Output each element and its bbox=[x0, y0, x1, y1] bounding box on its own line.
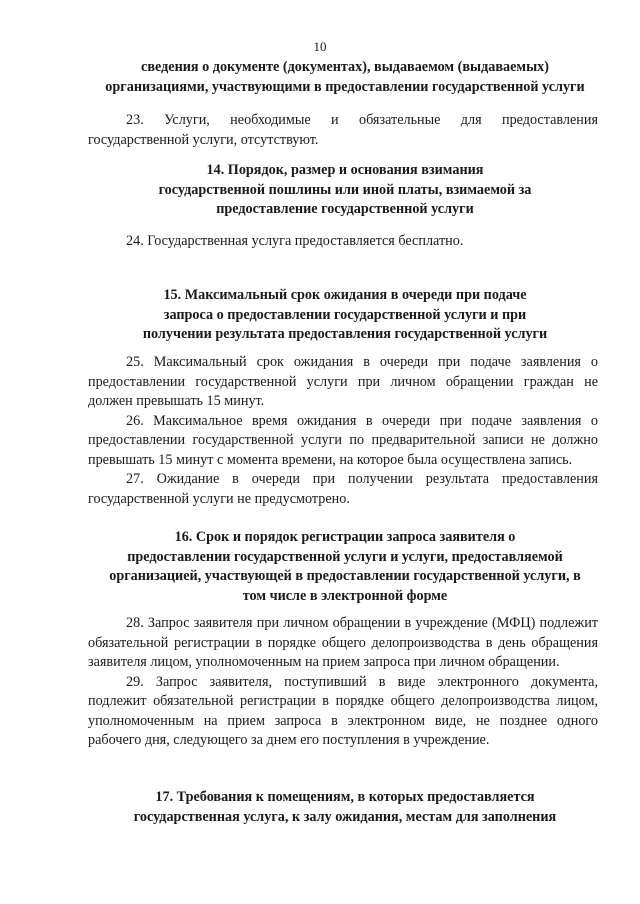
paragraph-24: 24. Государственная услуга предоставляется бесплатно. bbox=[126, 233, 464, 249]
heading-line: организацией, участвующей в предоставлении государственной услуги, в bbox=[109, 568, 581, 584]
heading-line: 14. Порядок, размер и основания взимания bbox=[206, 162, 484, 178]
page-number: 10 bbox=[313, 39, 327, 54]
heading-line: том числе в электронной форме bbox=[242, 587, 448, 604]
heading-line: 17. Требования к помещениям, в которых предоставляется bbox=[155, 789, 535, 805]
paragraph-28: 28. Запрос заявителя при личном обращении в учреждение (МФЦ) подлежит обязательной регистрации в порядке общего делопроизводства в день обращения заявителя лицом, уполномоченным на прием запроса при личном обращении. bbox=[88, 615, 598, 670]
heading-line: запроса о предоставлении государственной услуги и при bbox=[163, 306, 527, 323]
heading-line: сведения о документе (документах), выдаваемом (выдаваемых) bbox=[141, 59, 549, 75]
heading-line: предоставлении государственной услуги и услуги, предоставляемой bbox=[127, 548, 563, 565]
paragraph-25: 25. Максимальный срок ожидания в очереди при подаче заявления о предоставлении государственной услуги при личном обращении граждан не должен превышать 15 минут. bbox=[88, 354, 598, 409]
paragraph-29: 29. Запрос заявителя, поступивший в виде электронного документа, подлежит обязательной регистрации в порядке общего делопроизводства лицом, уполномоченным на прием запроса в электронном виде, не позднее одного рабочего дня, следующего за днем его поступления в учреждение. bbox=[88, 673, 598, 748]
section-15-heading bbox=[88, 286, 602, 345]
heading-line: получении результата предоставления государственной услуги bbox=[142, 326, 548, 342]
paragraph-27: 27. Ожидание в очереди при получении результата предоставления государственной услуги не предусмотрено. bbox=[88, 471, 598, 507]
paragraph-24-block bbox=[88, 232, 598, 252]
paragraphs-28-29-block bbox=[88, 614, 598, 751]
heading-line: предоставление государственной услуги bbox=[216, 201, 474, 217]
paragraph-26: 26. Максимальное время ожидания в очереди при подаче заявления о предоставлении государственной услуги по предварительной записи не должно превышать 15 минут с момента времени, на которое была осуществлена запись. bbox=[88, 412, 598, 468]
heading-line: 15. Максимальный срок ожидания в очереди при подаче bbox=[163, 287, 527, 303]
heading-line: 16. Срок и порядок регистрации запроса заявителя о bbox=[174, 529, 516, 545]
heading-line: государственной пошлины или иной платы, взимаемой за bbox=[158, 181, 532, 198]
section-17-heading bbox=[88, 788, 602, 827]
top-heading bbox=[88, 58, 602, 97]
section-16-heading bbox=[88, 528, 602, 606]
heading-line: государственная услуга, к залу ожидания, местам для заполнения bbox=[133, 808, 557, 825]
heading-line: организациями, участвующими в предоставлении государственной услуги bbox=[105, 78, 585, 95]
paragraphs-25-27-block bbox=[88, 353, 598, 509]
paragraph-23-block bbox=[88, 111, 598, 150]
paragraph-23: 23. Услуги, необходимые и обязательные для предоставления государственной услуги, отсутствуют. bbox=[88, 112, 598, 148]
section-14-heading bbox=[88, 161, 602, 220]
